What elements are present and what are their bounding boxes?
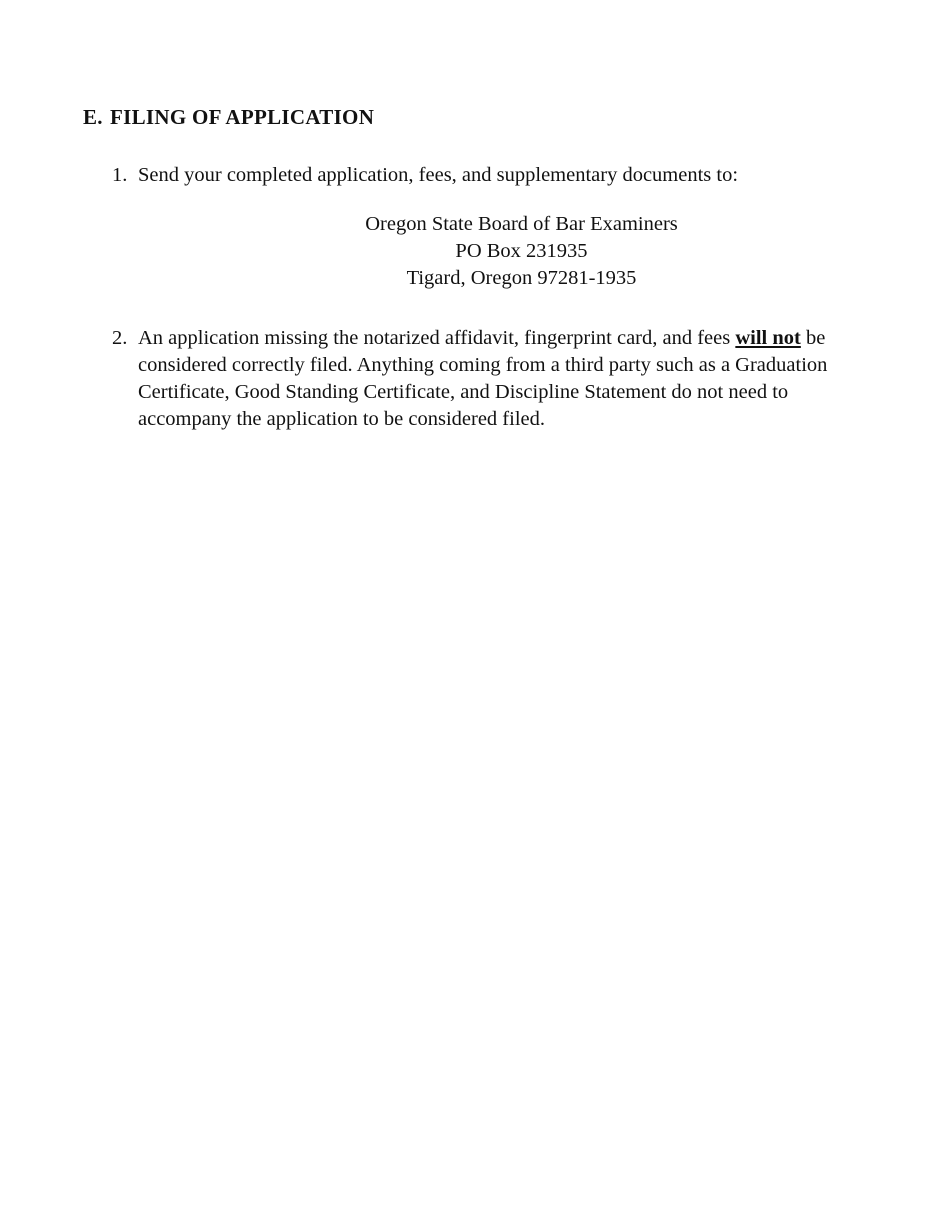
document-content	[83, 104, 878, 433]
section-heading	[83, 104, 878, 130]
list-item	[83, 162, 878, 292]
section-title: FILING OF APPLICATION	[110, 105, 375, 129]
address-block	[165, 211, 878, 292]
list-item-text	[138, 325, 878, 433]
emphasized-will-not: will not	[735, 327, 801, 349]
list-item-text: Send your completed application, fees, and supplementary documents to:	[138, 164, 739, 186]
numbered-list	[83, 162, 878, 433]
list-item-text-trailing: be considered correctly filed. Anything coming from a third party such as a Graduation Certificate, Good Standing Certificate, and Discipline Statement do not need to accompany the application to be considered filed.	[138, 327, 828, 430]
list-item-marker: 2.	[112, 327, 128, 349]
address-line-organization: Oregon State Board of Bar Examiners	[365, 213, 678, 235]
address-line-po-box: PO Box 231935	[455, 240, 588, 262]
list-item-marker: 1.	[112, 164, 128, 186]
address-line-city-state-zip: Tigard, Oregon 97281-1935	[406, 267, 637, 289]
section-letter: E.	[83, 105, 103, 129]
list-item	[83, 325, 878, 433]
list-item-text-leading: An application missing the notarized affidavit, fingerprint card, and fees	[138, 327, 736, 349]
